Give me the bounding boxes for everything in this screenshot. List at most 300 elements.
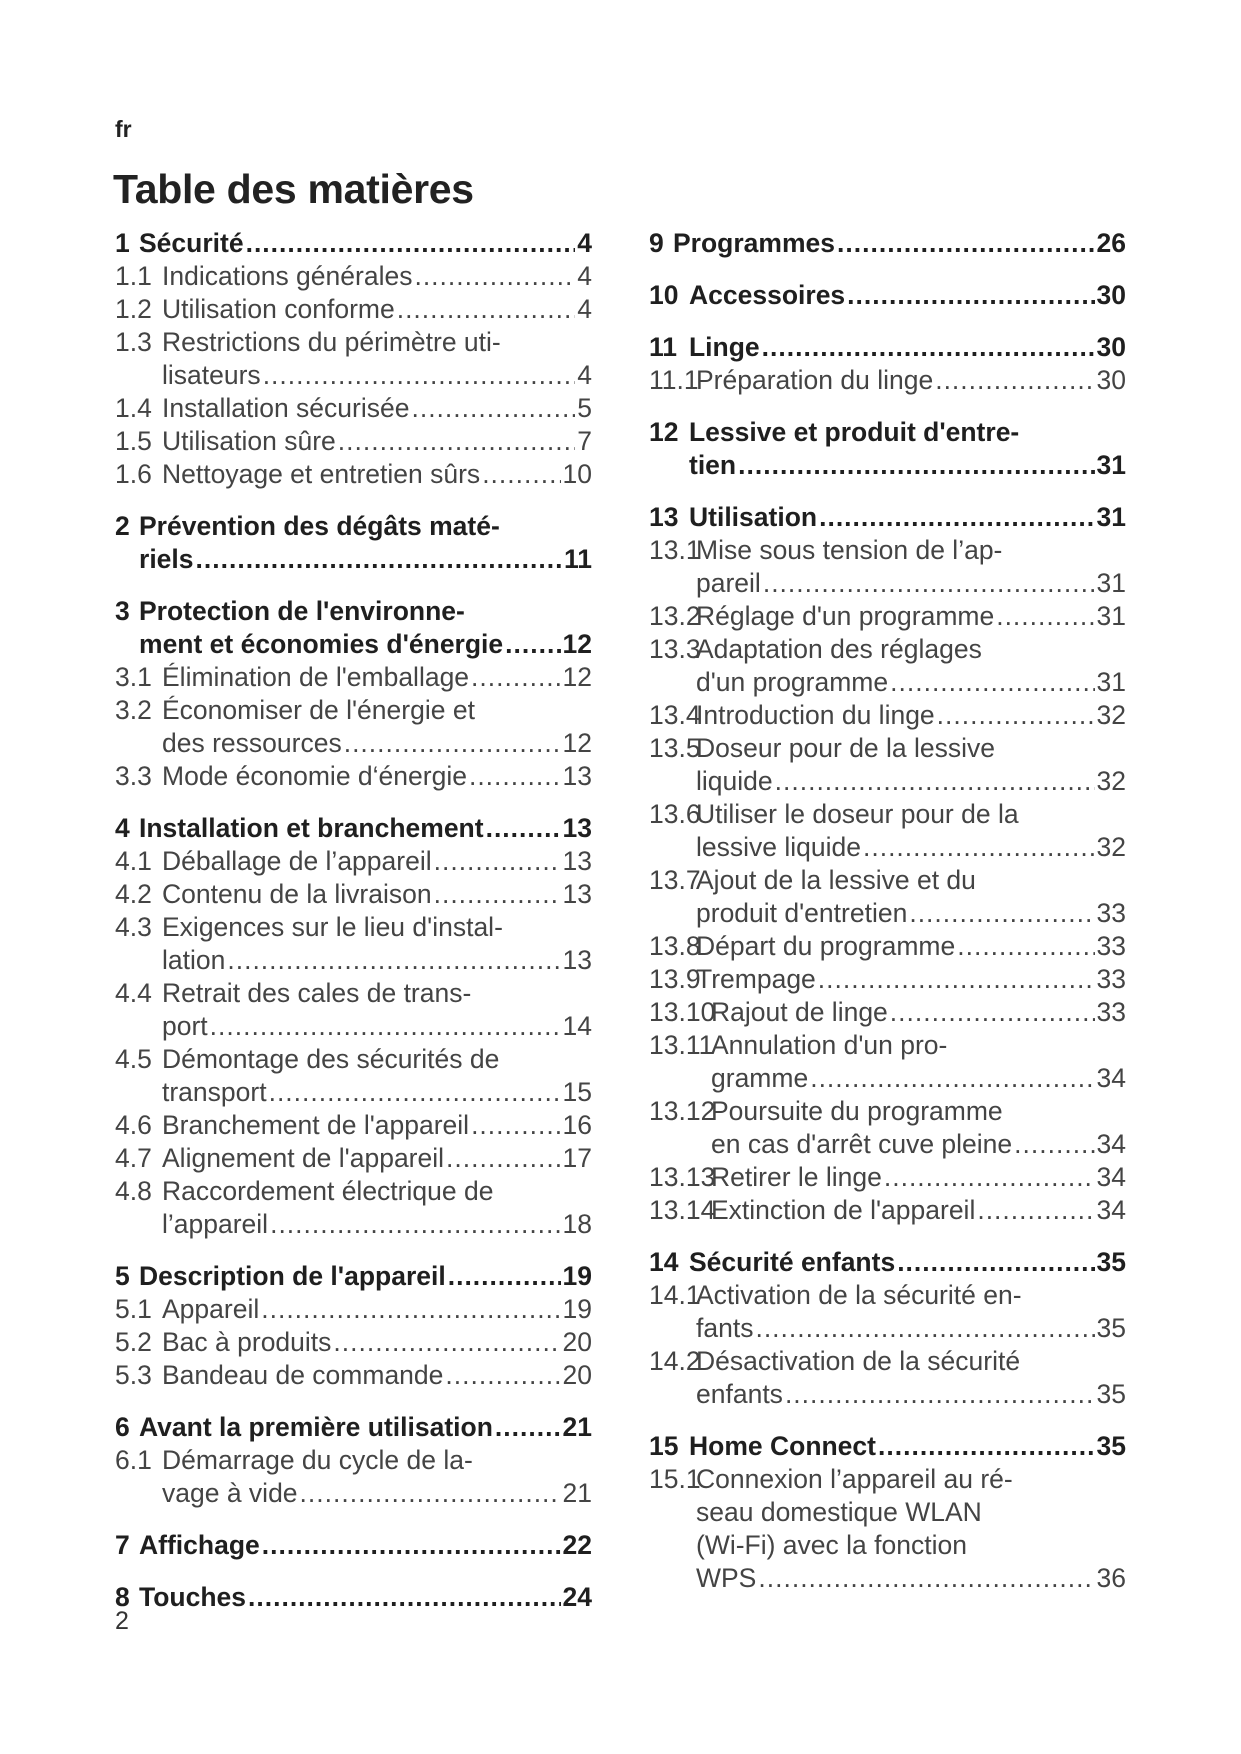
toc-page-number: 21 xyxy=(562,1412,592,1442)
toc-entry-body xyxy=(162,1326,592,1359)
toc-section[interactable] xyxy=(115,760,592,793)
dot-leader xyxy=(763,567,1095,600)
toc-entry-line xyxy=(139,1260,592,1293)
toc-entry-line xyxy=(689,1246,1126,1279)
toc-section[interactable] xyxy=(649,1194,1126,1227)
toc-entry-line xyxy=(711,1194,1126,1227)
toc-page-number: 4 xyxy=(577,294,592,324)
toc-entry-line xyxy=(696,1345,1126,1378)
toc-page-number: 32 xyxy=(1096,832,1126,862)
toc-entry-title: Restrictions du périmètre uti- xyxy=(162,327,501,357)
toc-page-number: 24 xyxy=(562,1582,592,1612)
toc-entry-number: 13.14 xyxy=(649,1195,716,1225)
dot-leader xyxy=(261,1293,560,1326)
toc-page-number: 13 xyxy=(562,761,592,791)
toc-entry-number: 13.7 xyxy=(649,865,701,895)
toc-entry-number: 1 xyxy=(115,228,130,258)
toc-entry-title: (Wi-Fi) avec la fonction xyxy=(696,1530,967,1560)
toc-chapter[interactable] xyxy=(115,1260,592,1293)
toc-entry-title: transport xyxy=(162,1077,267,1107)
toc-page-number: 12 xyxy=(562,662,592,692)
toc-entry-title: pareil xyxy=(696,568,761,598)
dot-leader xyxy=(471,661,560,694)
toc-entry-body xyxy=(139,1529,592,1562)
toc-group xyxy=(115,1260,592,1392)
toc-entry-line xyxy=(139,510,592,543)
toc-section[interactable] xyxy=(649,963,1126,996)
toc-entry-title: lisateurs xyxy=(162,360,261,390)
toc-entry-title: Exigences sur le lieu d'instal- xyxy=(162,912,503,942)
toc-section[interactable] xyxy=(115,1359,592,1392)
toc-entry-number: 5.3 xyxy=(115,1360,152,1390)
dot-leader xyxy=(957,930,1094,963)
toc-entry-line xyxy=(696,1529,1126,1562)
toc-entry-title: Connexion l’appareil au ré- xyxy=(696,1464,1013,1494)
toc-entry-number: 13 xyxy=(649,502,679,532)
toc-entry-title: Contenu de la livraison xyxy=(162,879,432,909)
dot-leader xyxy=(210,1010,561,1043)
toc-chapter[interactable] xyxy=(115,812,592,845)
toc-entry-title: vage à vide xyxy=(162,1478,298,1508)
toc-entry-line xyxy=(696,666,1126,699)
toc-entry-title: gramme xyxy=(711,1063,809,1093)
toc-entry-title: Bac à produits xyxy=(162,1327,332,1357)
toc-page-number: 19 xyxy=(562,1261,592,1291)
toc-entry-line xyxy=(162,1076,592,1109)
dot-leader xyxy=(227,944,560,977)
toc-section[interactable] xyxy=(115,977,592,1043)
toc-entry-line xyxy=(696,567,1126,600)
toc-entry-title: en cas d'arrêt cuve pleine xyxy=(711,1129,1013,1159)
toc-entry-title: fants xyxy=(696,1313,754,1343)
toc-entry-body xyxy=(139,1411,592,1444)
toc-entry-title: Démarrage du cycle de la- xyxy=(162,1445,473,1475)
dot-leader xyxy=(785,1378,1095,1411)
toc-entry-line xyxy=(162,293,592,326)
dot-leader xyxy=(434,878,561,911)
toc-section[interactable] xyxy=(649,930,1126,963)
toc-page-number: 16 xyxy=(562,1110,592,1140)
toc-section[interactable] xyxy=(649,1463,1126,1595)
toc-section[interactable] xyxy=(649,600,1126,633)
toc-entry-body xyxy=(711,996,1126,1029)
toc-entry-number: 13.1 xyxy=(649,535,701,565)
dot-leader xyxy=(819,501,1094,534)
toc-section[interactable] xyxy=(649,1345,1126,1411)
toc-entry-body xyxy=(689,279,1126,312)
toc-entry-title: Ajout de la lessive et du xyxy=(696,865,976,895)
toc-chapter[interactable] xyxy=(649,1246,1126,1279)
toc-entry-title: Branchement de l'appareil xyxy=(162,1110,470,1140)
toc-page-number: 36 xyxy=(1096,1563,1126,1593)
dot-leader xyxy=(196,543,562,576)
toc-entry-number: 8 xyxy=(115,1582,130,1612)
toc-entry-line xyxy=(696,798,1126,831)
dot-leader xyxy=(269,1076,561,1109)
toc-entry-body xyxy=(139,595,592,661)
toc-entry-line xyxy=(696,1463,1126,1496)
toc-entry-body xyxy=(162,425,592,458)
toc-page-number: 12 xyxy=(562,629,592,659)
toc-page-number: 15 xyxy=(562,1077,592,1107)
toc-entry-body xyxy=(162,1109,592,1142)
toc-entry-number: 15.1 xyxy=(649,1464,701,1494)
toc-chapter[interactable] xyxy=(649,227,1126,260)
toc-entry-title: Trempage xyxy=(696,964,816,994)
toc-section[interactable] xyxy=(115,293,592,326)
toc-column-left xyxy=(115,227,592,1633)
toc-entry-title: d'un programme xyxy=(696,667,889,697)
toc-entry-title: Prévention des dégâts maté- xyxy=(139,511,500,541)
toc-section[interactable] xyxy=(115,392,592,425)
toc-entry-body xyxy=(162,845,592,878)
dot-leader xyxy=(818,963,1095,996)
toc-entry-number: 13.3 xyxy=(649,634,701,664)
toc-entry-body xyxy=(162,977,592,1043)
toc-entry-title: Mise sous tension de l’ap- xyxy=(696,535,1003,565)
toc-page-number: 14 xyxy=(562,1011,592,1041)
toc-chapter[interactable] xyxy=(115,510,592,576)
toc-entry-number: 13.9 xyxy=(649,964,701,994)
toc-section[interactable] xyxy=(115,911,592,977)
toc-entry-number: 15 xyxy=(649,1431,679,1461)
toc-entry-body xyxy=(696,1279,1126,1345)
toc-section[interactable] xyxy=(649,1095,1126,1161)
toc-section[interactable] xyxy=(649,699,1126,732)
toc-page-number: 35 xyxy=(1096,1247,1126,1277)
toc-chapter[interactable] xyxy=(649,279,1126,312)
dot-leader xyxy=(977,1194,1094,1227)
toc-section[interactable] xyxy=(649,534,1126,600)
toc-group xyxy=(649,501,1126,1227)
toc-entry-line xyxy=(696,1496,1126,1529)
toc-entry-title: seau domestique WLAN xyxy=(696,1497,982,1527)
toc-entry-title: Indications générales xyxy=(162,261,413,291)
toc-page-number: 33 xyxy=(1096,898,1126,928)
toc-section[interactable] xyxy=(115,1326,592,1359)
toc-entry-title: Introduction du linge xyxy=(696,700,935,730)
toc-entry-body xyxy=(689,501,1126,534)
toc-section[interactable] xyxy=(115,458,592,491)
toc-entry-title: Élimination de l'emballage xyxy=(162,662,470,692)
toc-entry-title: Installation sécurisée xyxy=(162,393,410,423)
dot-leader xyxy=(445,1359,560,1392)
toc-entry-line xyxy=(696,600,1126,633)
toc-group xyxy=(649,1246,1126,1411)
toc-section[interactable] xyxy=(115,1293,592,1326)
dot-leader xyxy=(495,1411,561,1444)
toc-section[interactable] xyxy=(649,1029,1126,1095)
toc-section[interactable] xyxy=(649,364,1126,397)
toc-page-number: 4 xyxy=(577,228,592,258)
toc-chapter[interactable] xyxy=(115,1581,592,1614)
toc-page-number: 10 xyxy=(562,459,592,489)
toc-entry-body xyxy=(696,633,1126,699)
toc-group xyxy=(649,1430,1126,1595)
toc-chapter[interactable] xyxy=(649,1430,1126,1463)
dot-leader xyxy=(482,458,560,491)
toc-entry-number: 4.2 xyxy=(115,879,152,909)
toc-section[interactable] xyxy=(649,1279,1126,1345)
toc-entry-number: 3.2 xyxy=(115,695,152,725)
toc-section[interactable] xyxy=(649,996,1126,1029)
toc-entry-number: 3.3 xyxy=(115,761,152,791)
toc-page-number: 35 xyxy=(1096,1379,1126,1409)
toc-page-number: 30 xyxy=(1096,365,1126,395)
dot-leader xyxy=(270,1208,560,1241)
toc-chapter[interactable] xyxy=(115,1529,592,1562)
toc-entry-body xyxy=(162,1175,592,1241)
toc-page-number: 34 xyxy=(1096,1129,1126,1159)
toc-entry-number: 1.3 xyxy=(115,327,152,357)
toc-section[interactable] xyxy=(115,1142,592,1175)
toc-entry-title: Protection de l'environne- xyxy=(139,596,465,626)
toc-entry-body xyxy=(696,864,1126,930)
toc-page-number: 33 xyxy=(1096,964,1126,994)
toc-section[interactable] xyxy=(115,425,592,458)
toc-entry-number: 14.1 xyxy=(649,1280,701,1310)
toc-section[interactable] xyxy=(115,1444,592,1510)
toc-page-number: 31 xyxy=(1096,601,1126,631)
toc-page-number: 22 xyxy=(562,1530,592,1560)
toc-entry-line xyxy=(139,227,592,260)
toc-page-number: 32 xyxy=(1096,766,1126,796)
dot-leader xyxy=(755,1312,1094,1345)
toc-entry-number: 1.5 xyxy=(115,426,152,456)
toc-section[interactable] xyxy=(115,1175,592,1241)
toc-entry-line xyxy=(162,1208,592,1241)
toc-entry-number: 4.7 xyxy=(115,1143,152,1173)
toc-group xyxy=(115,595,592,793)
toc-entry-number: 4.3 xyxy=(115,912,152,942)
toc-entry-line xyxy=(689,279,1126,312)
toc-page-number: 20 xyxy=(562,1327,592,1357)
toc-entry-body xyxy=(711,1029,1126,1095)
toc-entry-number: 13.4 xyxy=(649,700,701,730)
dot-leader xyxy=(446,1142,561,1175)
toc-group xyxy=(649,279,1126,312)
toc-entry-title: Économiser de l'énergie et xyxy=(162,695,475,725)
toc-section[interactable] xyxy=(115,661,592,694)
toc-entry-line xyxy=(162,359,592,392)
toc-entry-body xyxy=(139,812,592,845)
toc-entry-title: Déballage de l’appareil xyxy=(162,846,432,876)
toc-entry-body xyxy=(162,911,592,977)
toc-entry-number: 13.8 xyxy=(649,931,701,961)
toc-entry-line xyxy=(139,1411,592,1444)
dot-leader xyxy=(935,364,1094,397)
toc-entry-line xyxy=(162,326,592,359)
toc-section[interactable] xyxy=(649,732,1126,798)
dot-leader xyxy=(338,425,575,458)
toc-page-number: 35 xyxy=(1096,1313,1126,1343)
dot-leader xyxy=(263,359,576,392)
toc-chapter[interactable] xyxy=(115,595,592,661)
toc-entry-body xyxy=(162,1444,592,1510)
toc-entry-line xyxy=(696,364,1126,397)
toc-entry-title: Linge xyxy=(689,332,760,362)
toc-group xyxy=(115,1411,592,1510)
toc-entry-number: 4.8 xyxy=(115,1176,152,1206)
toc-entry-body xyxy=(689,1430,1126,1463)
dot-leader xyxy=(738,449,1094,482)
dot-leader xyxy=(810,1062,1094,1095)
toc-entry-number: 13.11 xyxy=(649,1030,714,1060)
toc-entry-line xyxy=(162,727,592,760)
toc-entry-line xyxy=(689,449,1126,482)
toc-chapter[interactable] xyxy=(115,1411,592,1444)
toc-entry-body xyxy=(689,1246,1126,1279)
toc-entry-number: 4.4 xyxy=(115,978,152,1008)
toc-entry-title: Affichage xyxy=(139,1530,260,1560)
toc-entry-title: Extinction de l'appareil xyxy=(711,1195,976,1225)
toc-entry-number: 5.1 xyxy=(115,1294,152,1324)
toc-entry-line xyxy=(689,501,1126,534)
toc-section[interactable] xyxy=(115,260,592,293)
toc-entry-number: 1.2 xyxy=(115,294,152,324)
toc-entry-line xyxy=(696,1312,1126,1345)
toc-entry-number: 4.1 xyxy=(115,846,152,876)
toc-page-number: 33 xyxy=(1096,931,1126,961)
toc-entry-line xyxy=(162,1326,592,1359)
dot-leader xyxy=(890,666,1094,699)
toc-chapter[interactable] xyxy=(649,416,1126,482)
toc-entry-line xyxy=(673,227,1126,260)
toc-entry-number: 1.4 xyxy=(115,393,152,423)
toc-entry-body xyxy=(162,878,592,911)
toc-section[interactable] xyxy=(115,845,592,878)
toc-section[interactable] xyxy=(115,1043,592,1109)
toc-entry-title: des ressources xyxy=(162,728,342,758)
toc-entry-title: Utilisation sûre xyxy=(162,426,336,456)
dot-leader xyxy=(246,227,576,260)
toc-entry-title: Réglage d'un programme xyxy=(696,601,995,631)
toc-page-number: 13 xyxy=(562,879,592,909)
dot-leader xyxy=(847,279,1094,312)
toc-group xyxy=(115,227,592,491)
toc-page-number: 4 xyxy=(577,360,592,390)
dot-leader xyxy=(762,331,1095,364)
toc-entry-body xyxy=(696,600,1126,633)
toc-entry-title: lessive liquide xyxy=(696,832,861,862)
toc-entry-line xyxy=(696,732,1126,765)
toc-entry-line xyxy=(162,878,592,911)
toc-entry-line xyxy=(696,864,1126,897)
toc-section[interactable] xyxy=(115,1109,592,1142)
toc-page-number: 26 xyxy=(1096,228,1126,258)
toc-entry-body xyxy=(162,260,592,293)
toc-entry-title: Départ du programme xyxy=(696,931,956,961)
toc-entry-line xyxy=(139,812,592,845)
toc-page-number: 34 xyxy=(1096,1063,1126,1093)
toc-entry-title: Accessoires xyxy=(689,280,846,310)
toc-group xyxy=(115,1581,592,1614)
toc-page-number: 35 xyxy=(1096,1431,1126,1461)
toc-entry-line xyxy=(696,1279,1126,1312)
toc-entry-body xyxy=(162,1142,592,1175)
toc-entry-title: lation xyxy=(162,945,226,975)
toc-entry-line xyxy=(162,944,592,977)
toc-page-number: 19 xyxy=(562,1294,592,1324)
toc-section[interactable] xyxy=(115,878,592,911)
dot-leader xyxy=(262,1529,561,1562)
toc-entry-title: Annulation d'un pro- xyxy=(711,1030,948,1060)
toc-entry-line xyxy=(696,930,1126,963)
toc-page-number: 31 xyxy=(1096,450,1126,480)
toc-entry-title: Utilisation xyxy=(689,502,818,532)
toc-entry-line xyxy=(162,1043,592,1076)
toc-section[interactable] xyxy=(115,694,592,760)
toc-entry-title: Mode économie d‘énergie xyxy=(162,761,467,791)
toc-entry-title: Alignement de l'appareil xyxy=(162,1143,445,1173)
toc-entry-number: 13.10 xyxy=(649,997,716,1027)
toc-entry-body xyxy=(139,1581,592,1614)
toc-entry-line xyxy=(696,831,1126,864)
toc-page-number: 20 xyxy=(562,1360,592,1390)
toc-chapter[interactable] xyxy=(649,331,1126,364)
toc-chapter[interactable] xyxy=(115,227,592,260)
toc-entry-line xyxy=(696,1562,1126,1595)
toc-entry-body xyxy=(162,694,592,760)
toc-section[interactable] xyxy=(649,864,1126,930)
toc-chapter[interactable] xyxy=(649,501,1126,534)
toc-page-number: 13 xyxy=(562,846,592,876)
toc-entry-title: Programmes xyxy=(673,228,836,258)
toc-entry-line xyxy=(139,1581,592,1614)
toc-entry-line xyxy=(689,1430,1126,1463)
toc-entry-line xyxy=(689,331,1126,364)
toc-entry-title: Activation de la sécurité en- xyxy=(696,1280,1022,1310)
toc-entry-body xyxy=(696,1345,1126,1411)
toc-page-number: 11 xyxy=(563,544,592,574)
toc-entry-number: 13.2 xyxy=(649,601,701,631)
toc-section[interactable] xyxy=(649,1161,1126,1194)
toc-entry-title: l’appareil xyxy=(162,1209,269,1239)
toc-entry-body xyxy=(673,227,1126,260)
page-title: Table des matières xyxy=(113,166,474,212)
toc-entry-title: Adaptation des réglages xyxy=(696,634,982,664)
dot-leader xyxy=(397,293,576,326)
toc-column-right xyxy=(649,227,1126,1614)
dot-leader xyxy=(505,628,560,661)
toc-entry-body xyxy=(696,1463,1126,1595)
toc-page-number: 33 xyxy=(1096,997,1126,1027)
toc-entry-body xyxy=(162,661,592,694)
toc-entry-line xyxy=(696,963,1126,996)
toc-entry-body xyxy=(689,331,1126,364)
toc-entry-line xyxy=(711,1095,1126,1128)
toc-entry-body xyxy=(711,1194,1126,1227)
toc-entry-body xyxy=(139,510,592,576)
toc-entry-title: port xyxy=(162,1011,208,1041)
dot-leader xyxy=(434,845,561,878)
toc-entry-line xyxy=(162,977,592,1010)
toc-entry-body xyxy=(162,760,592,793)
toc-section[interactable] xyxy=(115,326,592,392)
toc-entry-number: 11 xyxy=(649,332,678,362)
toc-entry-line xyxy=(696,633,1126,666)
toc-section[interactable] xyxy=(649,798,1126,864)
toc-entry-number: 6.1 xyxy=(115,1445,152,1475)
toc-page-number: 12 xyxy=(562,728,592,758)
toc-entry-number: 10 xyxy=(649,280,679,310)
toc-page-number: 32 xyxy=(1096,700,1126,730)
toc-section[interactable] xyxy=(649,633,1126,699)
toc-entry-title: Sécurité enfants xyxy=(689,1247,896,1277)
dot-leader xyxy=(448,1260,561,1293)
toc-group xyxy=(649,227,1126,260)
toc-entry-line xyxy=(162,1359,592,1392)
